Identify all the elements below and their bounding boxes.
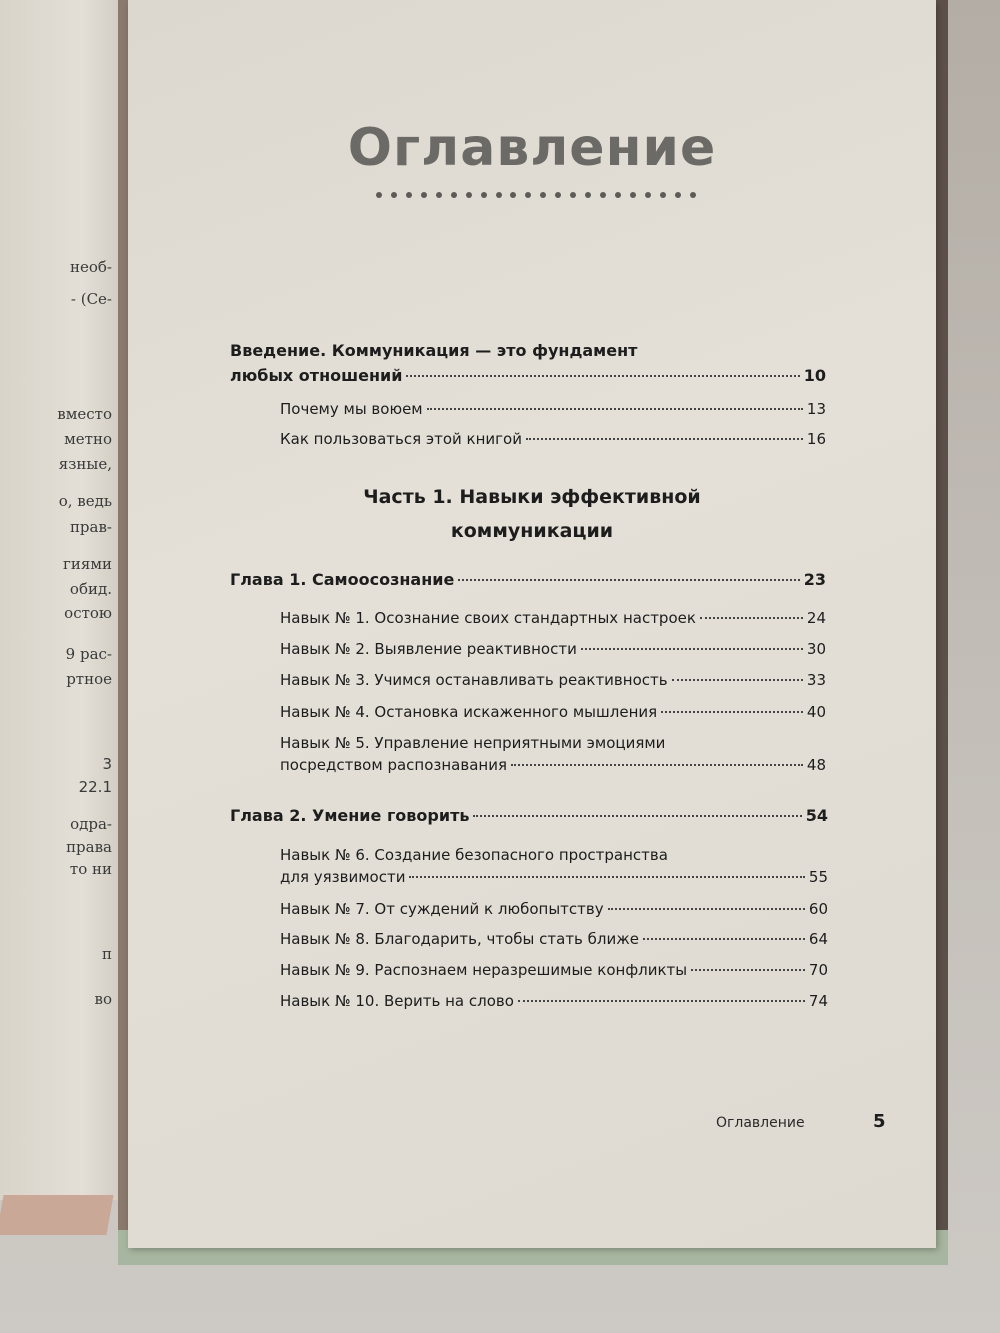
- dot-leader: [581, 648, 803, 650]
- page-title: Оглавление: [347, 118, 717, 178]
- toc-entry-skill[interactable]: [280, 671, 826, 689]
- toc-entry-intro[interactable]: [230, 366, 826, 385]
- toc-entry-skill[interactable]: [280, 640, 826, 658]
- toc-skill6-line1: Навык № 6. Создание безопасного пространства: [280, 846, 668, 864]
- toc-entry-skill[interactable]: [280, 868, 828, 886]
- dot-leader: [672, 679, 803, 681]
- part-title-line1: Часть 1. Навыки эффективной: [363, 486, 701, 508]
- toc-entry-label: посредством распознавания: [280, 756, 507, 774]
- left-page: [0, 0, 118, 1200]
- toc-page: [128, 0, 936, 1248]
- toc-entry-label: для уязвимости: [280, 868, 406, 886]
- left-page-fragment: п: [102, 945, 112, 963]
- left-page-fragment: 9 рас-: [65, 645, 112, 663]
- toc-entry-skill[interactable]: [280, 609, 826, 627]
- dot-leader: [643, 938, 805, 940]
- left-page-fragment: одра-: [70, 815, 112, 833]
- toc-entry-page: 24: [806, 609, 826, 627]
- toc-entry-page: 60: [808, 900, 828, 918]
- toc-entry-label: Глава 1. Самоосознание: [230, 570, 455, 589]
- toc-entry-page: 55: [808, 868, 828, 886]
- left-page-fragment: права: [66, 838, 112, 856]
- dot-leader: [458, 579, 799, 581]
- running-footer-label: Оглавление: [716, 1115, 805, 1131]
- toc-entry-skill[interactable]: [280, 992, 828, 1010]
- toc-entry-page: 70: [808, 961, 828, 979]
- left-page-fragment: 22.1: [78, 778, 112, 796]
- dot-leader: [700, 617, 803, 619]
- toc-entry-label: Навык № 7. От суждений к любопытству: [280, 900, 604, 918]
- left-page-fragment: вместо: [57, 405, 112, 423]
- left-page-fragment: необ-: [69, 258, 112, 276]
- dot-leader: [406, 375, 799, 377]
- toc-entry-label: Глава 2. Умение говорить: [230, 806, 470, 825]
- toc-skill5-line1: Навык № 5. Управление неприятными эмоциями: [280, 734, 666, 752]
- title-dots-divider: [376, 192, 696, 198]
- toc-entry-skill[interactable]: [280, 961, 828, 979]
- toc-entry-chapter1[interactable]: [230, 570, 826, 589]
- dot-leader: [691, 969, 805, 971]
- left-page-fragment: 3: [102, 755, 112, 773]
- toc-entry-sub[interactable]: [280, 430, 826, 448]
- dot-leader: [608, 908, 805, 910]
- dot-leader: [518, 1000, 805, 1002]
- left-page-fragment: обид.: [69, 580, 112, 598]
- dot-leader: [409, 876, 804, 878]
- toc-entry-page: 30: [806, 640, 826, 658]
- dot-leader: [526, 438, 803, 440]
- toc-entry-label: Навык № 2. Выявление реактивности: [280, 640, 577, 658]
- left-page-fragment: во: [94, 990, 112, 1008]
- toc-entry-page: 10: [803, 366, 826, 385]
- toc-entry-label: Навык № 3. Учимся останавливать реактивность: [280, 671, 668, 689]
- left-page-fragment: язные,: [58, 455, 112, 473]
- toc-entry-chapter2[interactable]: [230, 806, 828, 825]
- toc-intro-line1: Введение. Коммуникация — это фундамент: [230, 341, 638, 360]
- toc-entry-sub[interactable]: [280, 400, 826, 418]
- toc-entry-label: Как пользоваться этой книгой: [280, 430, 522, 448]
- toc-entry-label: любых отношений: [230, 366, 403, 385]
- toc-entry-label: Навык № 1. Осознание своих стандартных настроек: [280, 609, 696, 627]
- left-page-fragment: - (Се-: [70, 290, 112, 308]
- left-page-fragment: остою: [64, 604, 112, 622]
- toc-entry-skill[interactable]: [280, 930, 828, 948]
- left-page-fragment: метно: [64, 430, 112, 448]
- toc-entry-skill[interactable]: [280, 900, 828, 918]
- dot-leader: [427, 408, 803, 410]
- toc-entry-label: Навык № 9. Распознаем неразрешимые конфликты: [280, 961, 688, 979]
- toc-entry-label: Навык № 4. Остановка искаженного мышления: [280, 703, 658, 721]
- toc-entry-label: Почему мы воюем: [280, 400, 423, 418]
- toc-entry-label: Навык № 8. Благодарить, чтобы стать ближе: [280, 930, 639, 948]
- dot-leader: [473, 815, 801, 817]
- toc-entry-page: 74: [808, 992, 828, 1010]
- dot-leader: [511, 764, 803, 766]
- toc-entry-page: 23: [803, 570, 826, 589]
- toc-entry-skill[interactable]: [280, 703, 826, 721]
- left-page-fragment: гиями: [63, 555, 112, 573]
- left-page-fragment: прав-: [69, 518, 112, 536]
- dot-leader: [661, 711, 803, 713]
- left-page-fragment: ртное: [66, 670, 112, 688]
- toc-entry-page: 54: [805, 806, 828, 825]
- left-page-fragment: то ни: [69, 860, 112, 878]
- toc-entry-page: 48: [806, 756, 826, 774]
- toc-entry-page: 40: [806, 703, 826, 721]
- page-number: 5: [873, 1111, 886, 1132]
- toc-entry-skill[interactable]: [280, 756, 826, 774]
- toc-entry-page: 64: [808, 930, 828, 948]
- toc-entry-page: 16: [806, 430, 826, 448]
- toc-entry-label: Навык № 10. Верить на слово: [280, 992, 514, 1010]
- toc-entry-page: 33: [806, 671, 826, 689]
- toc-entry-page: 13: [806, 400, 826, 418]
- left-page-fragment: о, ведь: [58, 492, 112, 510]
- left-cover-edge: [0, 1195, 114, 1235]
- part-title-line2: коммуникации: [450, 520, 614, 542]
